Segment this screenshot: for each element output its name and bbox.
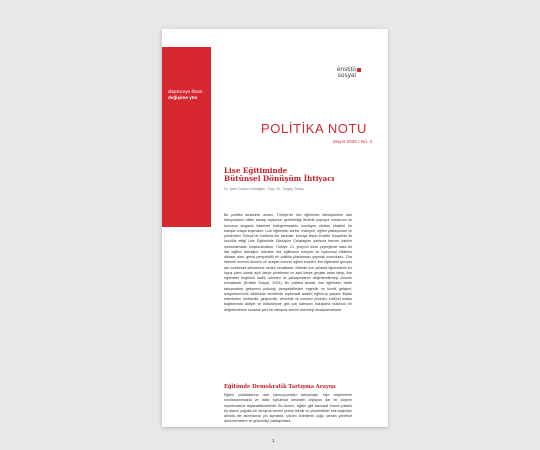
tagline-line2: değişime yön (168, 95, 198, 100)
title-line1: Lise Eğitiminde (224, 166, 288, 175)
red-side-band (162, 47, 211, 227)
page-number: 1 (272, 438, 275, 443)
section-heading: Eğitimde Demokratik Tartışma Arayışı (224, 384, 336, 390)
series-title: POLİTİKA NOTU (261, 121, 368, 136)
section-text (224, 393, 352, 425)
document-title (224, 167, 354, 184)
enstitu-sosyal-logo (337, 67, 361, 79)
intro-paragraph: Bu politika analizinin amacı, Türkiye'de lise eğitiminin dönüşümüne dair tartışmaların hâlen sanayi toplumun gerektirdiği ilerlerle yapılıyor olmasının ve konunun sloganik ifadelere indirgenmesinin sınırlayıcı etkisini eleştirel bir bakışla ortaya koymaktır. Lise eğitiminin süresi, mahiyeti, eğitim yaklaşımları ve yöntemleri Türkiye'de kısıtlıkla ele alınmalı; konuya ilişkin Enstitü Sosyal'de ilk öncülük ettiği Lise Eğitiminde Dönüşüm Çalıştayları sarfsına benzer katılım mekanizmaları oluşturulmalıdır. Türkiye, 21. yüzyılın ikinci çeyreğinde nasıl bir lise eğitimi istediğini; istenilen lise eğitiminin bireysel ve toplumsal etkilerini dikkate alan, geniş perspektifli bir politika planlaması yapmak zorundadır. Zira liselerin mevcut durumu ve uzayan zorunlu eğitim süreleri, lise eğitiminin gençler için cazibesini yitirmesine neden olmaktadır. Nitekim son yıllarda öğrencilerin bir kaçış planı olarak açık liseye yönelmesi ve açık liseye geçişte artan talep, lise eğitiminin bugünkü halini, süresini ve yaklaşımlarını değerlendirmeyi zorunlu kılmaktadır (Enstitü Sosyal, 2024). Bu politika analizi, lise eğitiminin ötelik tartışmalara gelişmeci psikoloji perspektifinden ergenlik ve kimlik gelişimi; sosyoekonomik farklılıklar temelinde toplumsal adalet; eğitim-iş yaşamı ilişkisi izleminden üretkenlik, girişimcilik, verimlilik ve mesleki yönelim; kültürel kodlar bağlamında aidiyet ve bütünleşme gibi çok katmanlı bakışlarla bütüncül bir değerlendirme sunarak yeni bir tartışma zemini önermeyi amaçlamaktadır. (224, 213, 352, 312)
intro-text (224, 213, 352, 313)
tagline-line1: düşünceye ilham (168, 89, 203, 94)
logo-text (337, 67, 356, 79)
authors: Dr. İpek Coşkun Armağan - Doç. Dr. Turgay Öntaş (224, 187, 304, 191)
policy-note-page (162, 29, 388, 443)
title-line2: Bütünsel Dönüşüm İhtiyacı (224, 174, 335, 184)
logo-line2: sosyal (337, 72, 356, 80)
issue-separator: I (358, 139, 360, 144)
issue-date: Mayıs 2025 (333, 139, 357, 144)
tagline (168, 89, 202, 101)
logo-square-icon (357, 68, 361, 72)
logo-line1: enstitü (337, 66, 356, 73)
issue-number: No. 4 (361, 139, 373, 144)
section-paragraph: Eğitim politikalarına dair kamuoyundaki tartışmalar, kişe söylemlerle sınırlandırılmakta ve farklı toplumsal kesimleri dışlayan dar bir söylem repertuvarına dayanabilmektedir. Bu durum, eğitim gibi kamusal önemi yüksek bir alanın çoğulcu bir tartışma zemini yerine teknik ve yöneticilikler risk başlıkları altında ele alınmasına yol açmakta; çözüm önerilerini çoğu zaman yönetsel düzenlemelere ve güvenlikçi yaklaşımlara (224, 393, 352, 424)
issue-info (333, 139, 372, 144)
